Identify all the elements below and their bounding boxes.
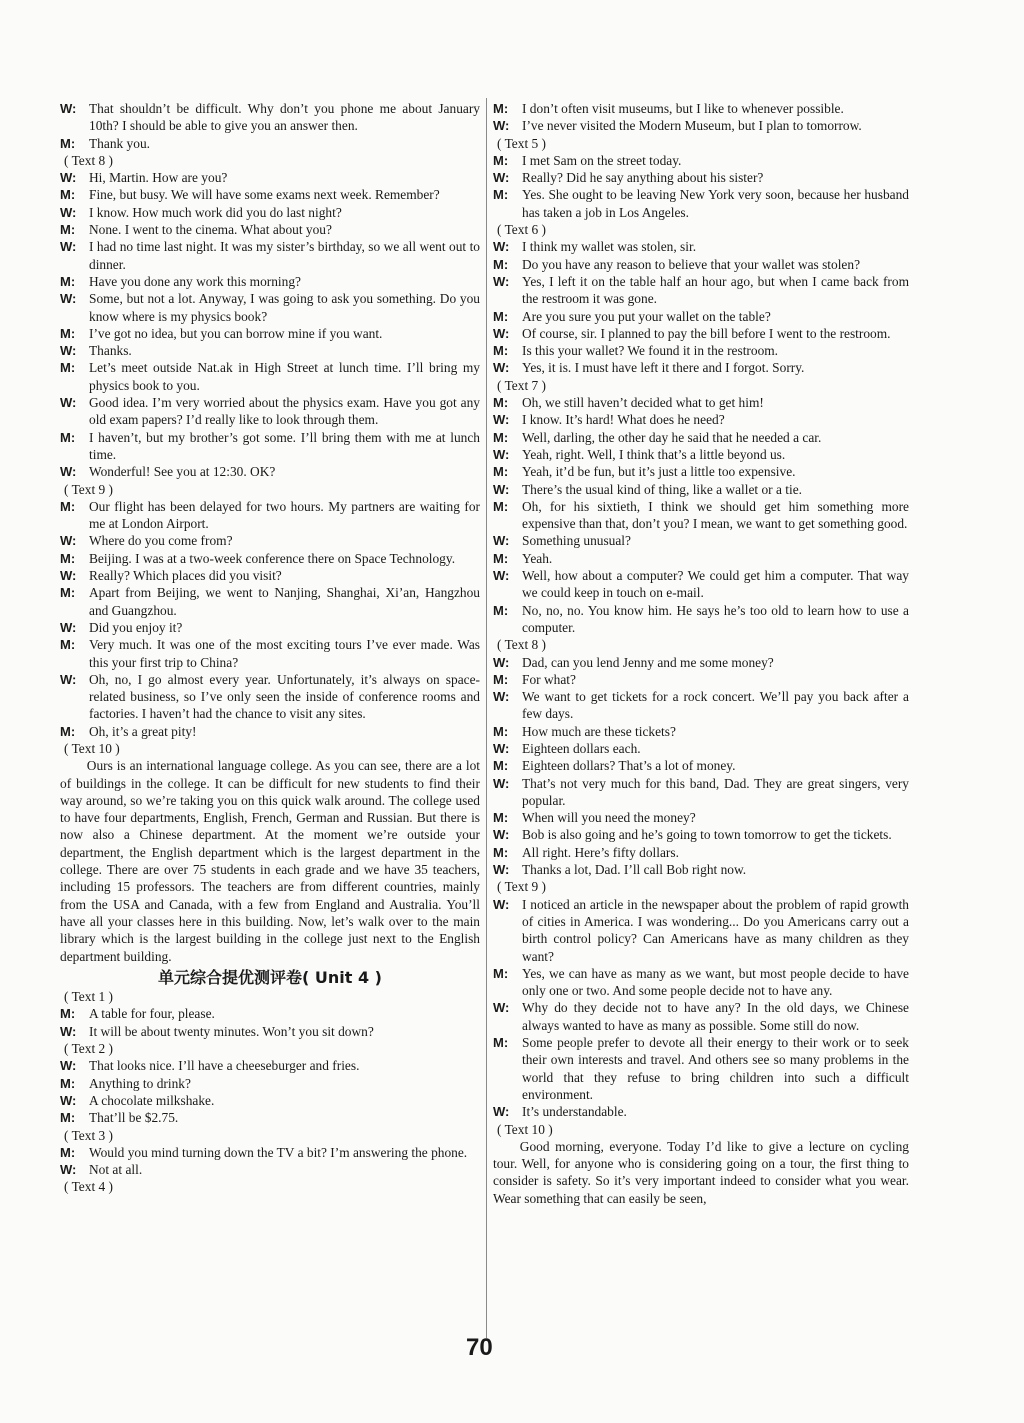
speaker-label: M:: [493, 101, 509, 116]
dialogue-text: Oh, no, I go almost every year. Unfortunately, it’s always on space-related business, so I’ve only seen the inside of conference rooms and factories. I haven’t had the chance to visit any sites.: [89, 671, 480, 722]
text-heading: ( Text 10 ): [497, 1121, 553, 1137]
dialogue-line: [493, 688, 909, 723]
dialogue-text: All right. Here’s fifty dollars.: [522, 844, 679, 860]
speaker-label: W:: [60, 1092, 77, 1108]
column-divider: [486, 98, 487, 1338]
dialogue-text: Apart from Beijing, we went to Nanjing, Shanghai, Xi’an, Hangzhou and Guangzhou.: [89, 585, 480, 618]
dialogue-text: That shouldn’t be difficult. Why don’t you phone me about January 10th? I should be able to give you an answer then.: [89, 101, 480, 134]
dialogue-line: [493, 342, 909, 359]
dialogue-line: [60, 498, 480, 533]
page-number: 70: [466, 1334, 493, 1361]
dialogue-line: [60, 394, 480, 429]
text-heading: ( Text 5 ): [497, 135, 547, 151]
dialogue-text: None. I went to the cinema. What about you?: [89, 222, 332, 238]
dialogue-line: [493, 1034, 909, 1103]
speaker-label: M:: [493, 1035, 509, 1051]
dialogue-line: [493, 775, 909, 810]
speaker-label: M:: [60, 135, 76, 151]
dialogue-text: How much are these tickets?: [522, 723, 676, 739]
dialogue-text: Is this your wallet? We found it in the restroom.: [522, 343, 779, 359]
speaker-label: W:: [493, 740, 510, 756]
speaker-label: W:: [493, 896, 510, 912]
dialogue-text: Yes. She ought to be leaving New York very soon, because her husband has taken a job in Los Angeles.: [522, 187, 909, 220]
dialogue-text: Thank you.: [89, 135, 150, 151]
dialogue-line: [493, 757, 909, 774]
dialogue-line: [493, 273, 909, 308]
dialogue-text: We want to get tickets for a rock concert. We’ll pay you back after a few days.: [522, 689, 909, 722]
dialogue-text: It will be about twenty minutes. Won’t you sit down?: [89, 1023, 374, 1039]
dialogue-line: [493, 169, 909, 186]
speaker-label: M:: [60, 498, 76, 514]
dialogue-text: Well, how about a computer? We could get him a computer. That way we could keep in touch on e-mail.: [522, 568, 909, 601]
dialogue-text: Yeah.: [522, 550, 553, 566]
speaker-label: M:: [493, 602, 509, 618]
dialogue-text: It’s understandable.: [522, 1104, 627, 1120]
text-heading: ( Text 7 ): [497, 377, 547, 393]
speaker-label: W:: [493, 446, 510, 462]
dialogue-line: [60, 1109, 480, 1126]
dialogue-line: [493, 325, 909, 342]
speaker-label: M:: [60, 187, 76, 203]
speaker-label: M:: [60, 637, 76, 653]
dialogue-line: [493, 671, 909, 688]
dialogue-line: [493, 532, 909, 549]
dialogue-line: [493, 550, 909, 567]
dialogue-text: Oh, for his sixtieth, I think we should get him something more expensive than that, don’t you? I mean, we want to get something good.: [522, 498, 909, 532]
dialogue-text: Dad, can you lend Jenny and me some money?: [522, 654, 774, 670]
dialogue-text: Good idea. I’m very worried about the physics exam. Have you got any old exam papers? I’d really like to look through them.: [89, 395, 480, 428]
speaker-label: M:: [60, 723, 76, 739]
speaker-label: M:: [493, 343, 509, 359]
dialogue-text: I don’t often visit museums, but I like to whenever possible.: [522, 101, 844, 116]
dialogue-line: [60, 169, 480, 186]
dialogue-line: [60, 619, 480, 636]
speaker-label: M:: [493, 256, 509, 272]
dialogue-text: That’s not very much for this band, Dad. They are great singers, very popular.: [522, 775, 909, 808]
text-heading: ( Text 1 ): [64, 989, 114, 1005]
dialogue-text: Eighteen dollars? That’s a lot of money.: [522, 758, 736, 774]
dialogue-line: [493, 844, 909, 861]
text-heading: ( Text 9 ): [497, 879, 547, 895]
dialogue-line: [493, 809, 909, 826]
dialogue-line: [60, 1023, 480, 1040]
speaker-label: M:: [493, 395, 509, 411]
speaker-label: M:: [493, 965, 509, 981]
speaker-label: M:: [493, 550, 509, 566]
dialogue-text: Anything to drink?: [89, 1075, 191, 1091]
text-heading: ( Text 2 ): [64, 1041, 114, 1057]
dialogue-line: [60, 290, 480, 325]
speaker-label: W:: [493, 360, 510, 376]
text-heading: ( Text 10 ): [64, 740, 120, 756]
speaker-label: W:: [493, 118, 510, 134]
speaker-label: W:: [60, 568, 77, 584]
text-heading: ( Text 8 ): [497, 637, 547, 653]
dialogue-text: That looks nice. I’ll have a cheeseburger and fries.: [89, 1058, 360, 1074]
dialogue-text: Yes, we can have as many as we want, but most people decide to have only one or two. And some people decide not to have any.: [522, 965, 909, 999]
dialogue-text: Yes, it is. I must have left it there and I forgot. Sorry.: [522, 360, 805, 376]
dialogue-line: [493, 359, 909, 376]
speaker-label: W:: [60, 343, 77, 359]
dialogue-text: Did you enjoy it?: [89, 619, 183, 635]
speaker-label: W:: [60, 239, 77, 255]
speaker-label: W:: [493, 481, 510, 497]
speaker-label: W:: [493, 862, 510, 878]
dialogue-text: I’ve never visited the Modern Museum, but I plan to tomorrow.: [522, 118, 862, 134]
dialogue-text: Bob is also going and he’s going to town tomorrow to get the tickets.: [522, 827, 892, 843]
dialogue-line: [60, 1075, 480, 1092]
speaker-label: M:: [493, 810, 509, 826]
speaker-label: W:: [493, 827, 510, 843]
dialogue-text: I noticed an article in the newspaper about the problem of rapid growth of cities in America. I was wondering... Do you Americans carry out a birth control policy? Can Americans have as many children as they want?: [522, 896, 909, 964]
speaker-label: W:: [493, 170, 510, 186]
dialogue-line: [493, 152, 909, 169]
passage-paragraph: Good morning, everyone. Today I’d like to give a lecture on cycling tour. Well, for anyone who is considering going on a tour, the first thing to consider is safety. So it’s very important indeed to consider what you wear. Wear something that can easily be seen,: [493, 1138, 909, 1206]
speaker-label: M:: [493, 844, 509, 860]
dialogue-line: [493, 481, 909, 498]
right-column: [493, 100, 909, 1207]
dialogue-line: [493, 567, 909, 602]
speaker-label: W:: [60, 395, 77, 411]
speaker-label: W:: [493, 273, 510, 289]
speaker-label: W:: [493, 412, 510, 428]
speaker-label: M:: [493, 758, 509, 774]
dialogue-line: [493, 256, 909, 273]
dialogue-text: Yeah, right. Well, I think that’s a little beyond us.: [522, 446, 786, 462]
dialogue-line: [60, 359, 480, 394]
dialogue-text: Hi, Martin. How are you?: [89, 170, 228, 186]
dialogue-line: [493, 100, 909, 117]
speaker-label: W:: [60, 533, 77, 549]
dialogue-line: [60, 221, 480, 238]
dialogue-text: Wonderful! See you at 12:30. OK?: [89, 464, 276, 480]
dialogue-text: A chocolate milkshake.: [89, 1092, 215, 1108]
dialogue-text: Really? Which places did you visit?: [89, 568, 282, 584]
speaker-label: M:: [493, 723, 509, 739]
dialogue-line: [60, 1057, 480, 1074]
speaker-label: M:: [60, 1110, 76, 1126]
dialogue-text: I met Sam on the street today.: [522, 152, 682, 168]
dialogue-text: Let’s meet outside Nat.ak in High Street at lunch time. I’ll bring my physics book to you.: [89, 360, 480, 393]
dialogue-line: [493, 446, 909, 463]
dialogue-text: Oh, it’s a great pity!: [89, 723, 197, 739]
dialogue-text: Why do they decide not to have any? In the old days, we Chinese always wanted to have as many as possible. Some still do now.: [522, 1000, 909, 1033]
dialogue-text: Fine, but busy. We will have some exams next week. Remember?: [89, 187, 440, 203]
dialogue-text: Some people prefer to devote all their energy to their work or to seek their own interests and travel. And others see so many problems in the world that they refuse to bring children into such a difficult environment.: [522, 1035, 909, 1102]
dialogue-line: [493, 999, 909, 1034]
text-heading: ( Text 3 ): [64, 1127, 114, 1143]
speaker-label: W:: [493, 1000, 510, 1016]
dialogue-text: For what?: [522, 671, 576, 687]
dialogue-text: That’ll be $2.75.: [89, 1110, 179, 1126]
dialogue-line: [493, 602, 909, 637]
speaker-label: M:: [493, 308, 509, 324]
speaker-label: W:: [60, 619, 77, 635]
left-column: [60, 100, 480, 1196]
dialogue-line: [493, 463, 909, 480]
speaker-label: W:: [60, 101, 77, 116]
speaker-label: W:: [60, 1162, 77, 1178]
speaker-label: M:: [493, 671, 509, 687]
dialogue-line: [493, 654, 909, 671]
dialogue-line: [60, 636, 480, 671]
unit-title: 单元综合提优测评卷( Unit 4 ): [158, 967, 382, 987]
dialogue-text: Something unusual?: [522, 533, 631, 549]
dialogue-line: [60, 1005, 480, 1022]
dialogue-text: Well, darling, the other day he said that he needed a car.: [522, 429, 822, 445]
dialogue-text: I had no time last night. It was my sister’s birthday, so we all went out to dinner.: [89, 239, 480, 272]
dialogue-text: Yeah, it’d be fun, but it’s just a little too expensive.: [522, 464, 796, 480]
speaker-label: M:: [493, 429, 509, 445]
dialogue-text: Do you have any reason to believe that your wallet was stolen?: [522, 256, 861, 272]
dialogue-text: I’ve got no idea, but you can borrow mine if you want.: [89, 325, 383, 341]
dialogue-line: [493, 861, 909, 878]
speaker-label: W:: [60, 671, 77, 687]
dialogue-line: [493, 723, 909, 740]
dialogue-text: Thanks.: [89, 343, 132, 359]
speaker-label: M:: [60, 1006, 76, 1022]
text-heading: ( Text 6 ): [497, 222, 547, 238]
dialogue-text: Thanks a lot, Dad. I’ll call Bob right now.: [522, 862, 747, 878]
dialogue-text: Oh, we still haven’t decided what to get him!: [522, 395, 764, 411]
dialogue-text: Yes, I left it on the table half an hour ago, but when I came back from the restroom it was gone.: [522, 273, 909, 307]
speaker-label: M:: [60, 1144, 76, 1160]
dialogue-line: [60, 550, 480, 567]
dialogue-text: Eighteen dollars each.: [522, 740, 641, 756]
dialogue-text: Would you mind turning down the TV a bit? I’m answering the phone.: [89, 1144, 468, 1160]
dialogue-line: [493, 498, 909, 533]
dialogue-line: [493, 308, 909, 325]
text-heading: ( Text 8 ): [64, 152, 114, 168]
passage-paragraph: Ours is an international language college. As you can see, there are a lot of buildings in the college. It can be difficult for new students to find their way around, so we’re taking you on this quick walk around. The college used to have four departments, English, French, German and Russian. But there is now also a Chinese department. At the moment we’re outside your department, the English department which is the largest department in the college. There are over 75 students in each grade and we have 35 teachers, including 15 professors. The teachers are from different countries, mainly from the USA and Canada, with a few from England and Australia. You’ll have all your classes here in this building. Now, let’s walk over to the main library which is the largest building in the college just next to the English department building.: [60, 758, 480, 964]
speaker-label: W:: [493, 568, 510, 584]
dialogue-line: [493, 411, 909, 428]
dialogue-text: Very much. It was one of the most exciting tours I’ve ever made. Was this your first trip to China?: [89, 637, 480, 670]
speaker-label: W:: [493, 654, 510, 670]
speaker-label: M:: [60, 550, 76, 566]
dialogue-line: [493, 394, 909, 411]
dialogue-text: Where do you come from?: [89, 533, 233, 549]
dialogue-line: [60, 463, 480, 480]
dialogue-text: When will you need the money?: [522, 810, 696, 826]
speaker-label: W:: [60, 291, 77, 307]
speaker-label: M:: [493, 464, 509, 480]
speaker-label: W:: [493, 689, 510, 705]
dialogue-line: [60, 186, 480, 203]
speaker-label: W:: [60, 464, 77, 480]
speaker-label: W:: [60, 204, 77, 220]
dialogue-line: [493, 740, 909, 757]
dialogue-line: [60, 584, 480, 619]
dialogue-text: Of course, sir. I planned to pay the bill before I went to the restroom.: [522, 325, 891, 341]
dialogue-line: [60, 532, 480, 549]
dialogue-text: I haven’t, but my brother’s got some. I’ll bring them with me at lunch time.: [89, 429, 480, 462]
dialogue-line: [60, 342, 480, 359]
dialogue-line: [60, 723, 480, 740]
dialogue-line: [60, 238, 480, 273]
dialogue-line: [493, 186, 909, 221]
dialogue-line: [60, 1161, 480, 1178]
dialogue-line: [60, 135, 480, 152]
dialogue-line: [493, 896, 909, 965]
speaker-label: M:: [60, 273, 76, 289]
speaker-label: W:: [493, 325, 510, 341]
speaker-label: W:: [60, 1058, 77, 1074]
dialogue-line: [60, 1144, 480, 1161]
speaker-label: M:: [493, 187, 509, 203]
dialogue-line: [60, 429, 480, 464]
speaker-label: M:: [493, 152, 509, 168]
dialogue-line: [60, 204, 480, 221]
speaker-label: W:: [60, 170, 77, 186]
dialogue-text: Some, but not a lot. Anyway, I was going to ask you something. Do you know where is my physics book?: [89, 291, 480, 324]
dialogue-text: Beijing. I was at a two-week conference there on Space Technology.: [89, 550, 456, 566]
speaker-label: W:: [493, 775, 510, 791]
dialogue-text: Have you done any work this morning?: [89, 273, 301, 289]
speaker-label: M:: [60, 360, 76, 376]
dialogue-line: [60, 1092, 480, 1109]
dialogue-line: [60, 325, 480, 342]
dialogue-text: I know. It’s hard! What does he need?: [522, 412, 725, 428]
dialogue-text: There’s the usual kind of thing, like a wallet or a tie.: [522, 481, 803, 497]
speaker-label: W:: [493, 1104, 510, 1120]
text-heading: ( Text 9 ): [64, 481, 114, 497]
dialogue-text: Are you sure you put your wallet on the table?: [522, 308, 771, 324]
dialogue-line: [60, 671, 480, 723]
dialogue-line: [493, 429, 909, 446]
speaker-label: M:: [60, 429, 76, 445]
speaker-label: M:: [60, 585, 76, 601]
dialogue-line: [60, 100, 480, 135]
dialogue-text: I think my wallet was stolen, sir.: [522, 239, 697, 255]
dialogue-text: Not at all.: [89, 1162, 143, 1178]
dialogue-line: [60, 273, 480, 290]
speaker-label: M:: [493, 498, 509, 514]
dialogue-text: No, no, no. You know him. He says he’s too old to learn how to use a computer.: [522, 602, 909, 635]
dialogue-line: [493, 965, 909, 1000]
text-heading: ( Text 4 ): [64, 1179, 114, 1195]
dialogue-text: A table for four, please.: [89, 1006, 215, 1022]
dialogue-line: [493, 117, 909, 134]
dialogue-line: [493, 826, 909, 843]
dialogue-text: Really? Did he say anything about his sister?: [522, 170, 764, 186]
dialogue-text: Our flight has been delayed for two hours. My partners are waiting for me at London Airport.: [89, 498, 480, 532]
speaker-label: M:: [60, 1075, 76, 1091]
dialogue-line: [493, 1103, 909, 1120]
speaker-label: M:: [60, 222, 76, 238]
speaker-label: W:: [60, 1023, 77, 1039]
speaker-label: W:: [493, 239, 510, 255]
dialogue-text: I know. How much work did you do last night?: [89, 204, 342, 220]
dialogue-line: [493, 238, 909, 255]
dialogue-line: [60, 567, 480, 584]
speaker-label: M:: [60, 325, 76, 341]
speaker-label: W:: [493, 533, 510, 549]
